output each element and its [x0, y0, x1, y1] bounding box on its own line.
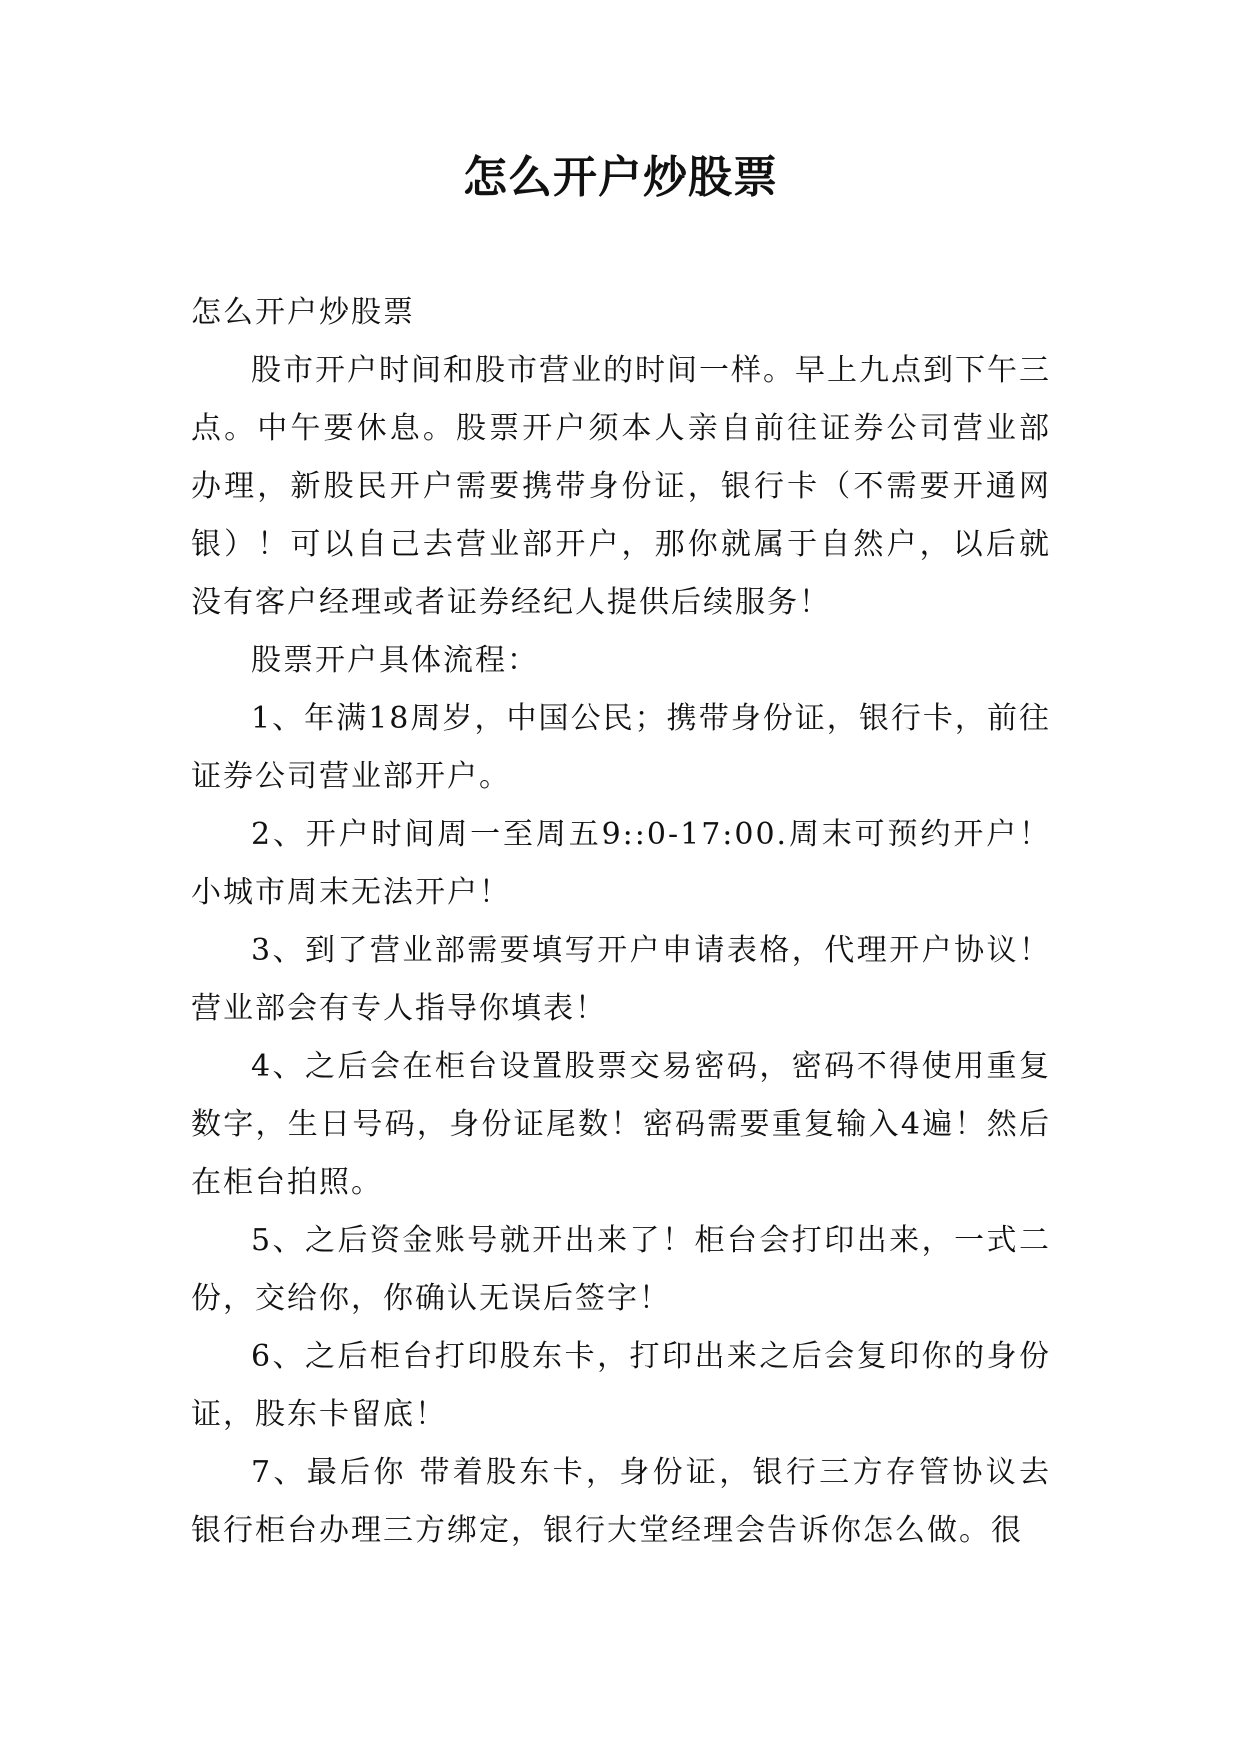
body-paragraph: 怎么开户炒股票 — [191, 295, 415, 330]
body-paragraph: 5、之后资金账号就开出来了！柜台会打印出来，一式二份，交给你，你确认无误后签字！ — [191, 1223, 1051, 1316]
body-paragraph: 1、年满18周岁，中国公民；携带身份证，银行卡，前往证券公司营业部开户。 — [191, 701, 1051, 794]
body-paragraph: 6、之后柜台打印股东卡，打印出来之后会复印你的身份证，股东卡留底！ — [191, 1339, 1051, 1432]
document-title: 怎么开户炒股票 — [463, 152, 778, 203]
body-paragraph: 4、之后会在柜台设置股票交易密码，密码不得使用重复数字，生日号码，身份证尾数！密码需要重复输入4遍！然后在柜台拍照。 — [191, 1049, 1051, 1200]
body-paragraph: 股市开户时间和股市营业的时间一样。早上九点到下午三点。中午要休息。股票开户须本人亲自前往证券公司营业部办理，新股民开户需要携带身份证，银行卡（不需要开通网银）！可以自己去营业部开户，那你就属于自然户，以后就没有客户经理或者证券经纪人提供后续服务！ — [191, 353, 1051, 620]
body-paragraph: 2、开户时间周一至周五9::0-17:00.周末可预约开户！小城市周末无法开户！ — [191, 817, 1051, 910]
body-paragraph: 股票开户具体流程： — [251, 643, 539, 678]
body-paragraph: 7、最后你 带着股东卡，身份证，银行三方存管协议去银行柜台办理三方绑定，银行大堂经理会告诉你怎么做。很 — [191, 1455, 1051, 1548]
document-body — [191, 284, 1051, 1560]
body-paragraph: 3、到了营业部需要填写开户申请表格，代理开户协议！营业部会有专人指导你填表！ — [191, 933, 1051, 1026]
